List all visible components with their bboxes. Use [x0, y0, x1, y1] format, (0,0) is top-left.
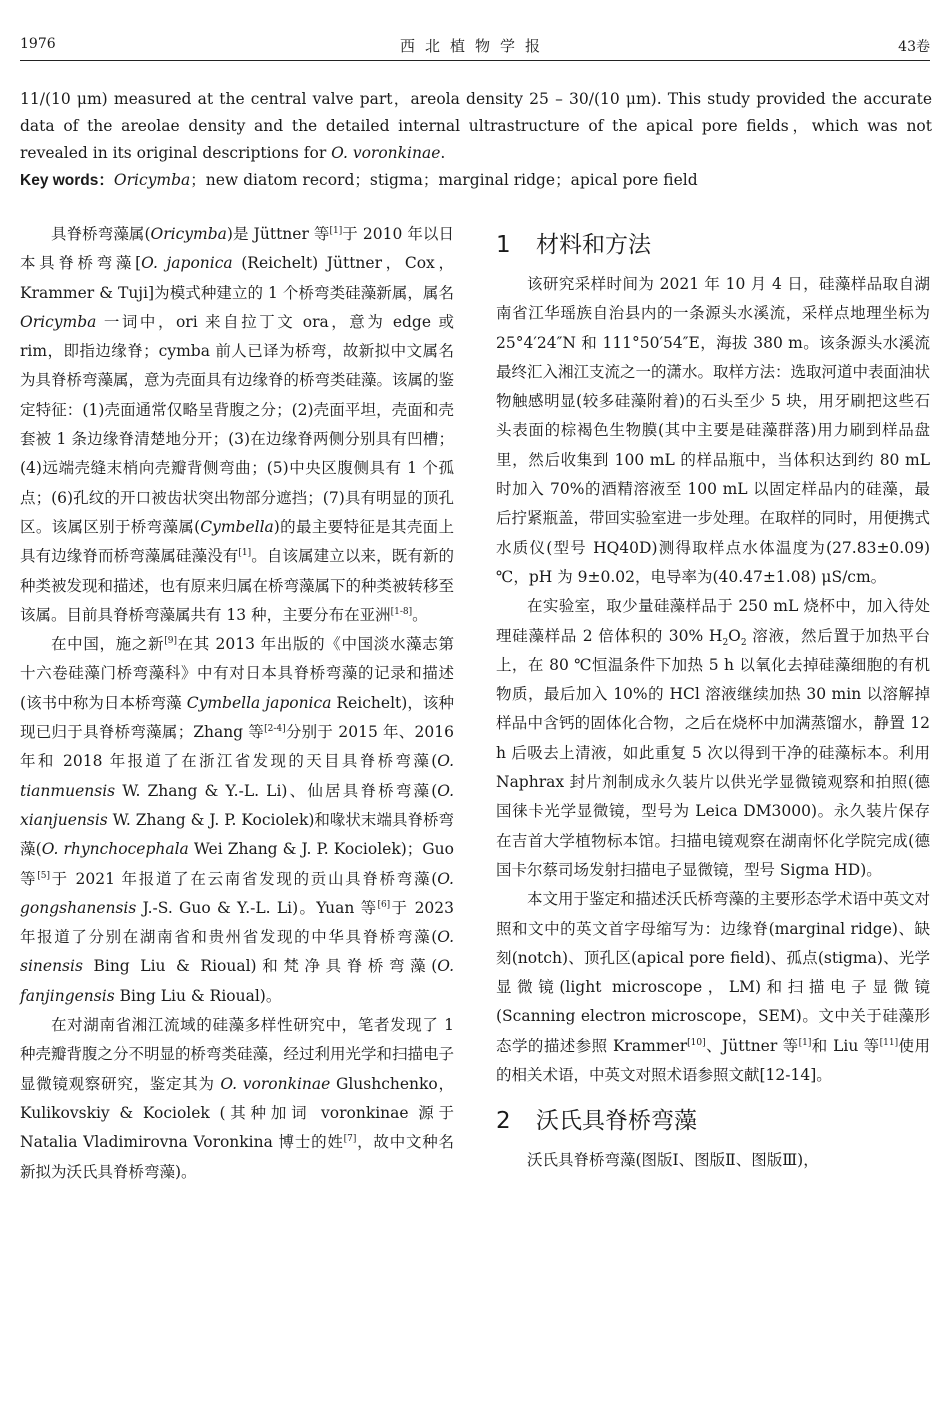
citation: [5] — [37, 870, 50, 881]
keywords: Key words：Oricymba；new diatom record；stigma；marginal ridge；apical pore field — [20, 171, 698, 189]
journal-title: 西北植物学报 — [399, 37, 550, 55]
keywords-list: ；new diatom record；stigma；marginal ridge；apical pore field — [190, 171, 698, 189]
citation: [11] — [879, 1037, 899, 1048]
section-heading-methods: 1 材料和方法 — [496, 232, 651, 258]
intro-paragraph-3: 在对湖南省湘江流域的硅藻多样性研究中，笔者发现了 1 种壳瓣背腹之分不明显的桥弯类硅藻，经过利用光学和扫描电子显微镜观察研究，鉴定其为 O. voronkinae Glushchenko，Kulikovskiy & Kociolek (其种加词 voronkinae 源于 Natalia Vladimirovna Voronkina 博士的姓[7]，故中文种名新拟为沃氏具脊桥弯藻)。 — [20, 1016, 455, 1181]
methods-paragraph-3: 本文用于鉴定和描述沃氏桥弯藻的主要形态学术语中英文对照和文中的英文首字母缩写为：边缘脊(marginal ridge)、缺刻(notch)、顶孔区(apical pore field)、孤点(stigma)、光学显微镜(light microscope，LM)和扫描电子显微镜(Scanning electron microscope，SEM)。文中关于硅藻形态学的描述参照 Krammer[10]、Jüttner 等[1]和 Liu 等[11]使用的相关术语，中英文对照术语参照文献[12-14]。 — [496, 890, 931, 1085]
abstract-block — [20, 86, 932, 194]
page-number: 1976 — [20, 36, 56, 52]
section-heading-species: 2 沃氏具脊桥弯藻 — [496, 1108, 697, 1135]
methods-paragraph-2: 在实验室，取少量硅藻样品于 250 mL 烧杯中，加入待处理硅藻样品 2 倍体积的 30% $H_2O_2$ 溶液，然后置于加热平台上，在 80 ℃恒温条件下加热 5 h 以氧化去掉硅藻细胞的有机物质，最后加入 10%的 HCl 溶液继续加热 30 min 以溶解掉样品中含钙的固体化合物，之后在烧杯中加满蒸馏水，静置 12 h 后吸去上清液，如此重复 5 次以得到干净的硅藻标本。利用 Naphrax 封片剂制成永久装片以供光学显微镜观察和拍照(德国徕卡光学显微镜，型号为 Leica DM3000)。永久装片保存在吉首大学植物标本馆。扫描电镜观察在湖南怀化学院完成(德国卡尔蔡司场发射扫描电子显微镜，型号 Sigma HD)。 — [496, 597, 930, 879]
citation: [1] — [329, 225, 343, 236]
citation: [1] — [798, 1037, 812, 1048]
running-header — [20, 30, 930, 61]
right-column — [496, 226, 930, 1176]
citation: [6] — [377, 899, 391, 910]
citation: [1-8] — [390, 606, 413, 617]
left-column — [20, 220, 454, 1187]
citation: [1] — [238, 548, 252, 559]
species-name: O. voronkinae — [331, 144, 441, 162]
citation: [2-4] — [264, 723, 286, 734]
intro-paragraph-1: 具脊桥弯藻属(Oricymba)是 Jüttner 等[1]于 2010 年以日本具脊桥弯藻[O. japonica (Reichelt) Jüttner，Cox，Krammer & Tuji]为模式种建立的 1 个桥弯类硅藻新属，属名 Oricymba 一词中，ori 来自拉丁文 ora，意为 edge 或 rim，即指边缘脊；cymba 前人已译为桥弯，故新拟中文属名为具脊桥弯藻属，意为壳面具有边缘脊的桥弯类硅藻。该属的鉴定特征：(1)壳面通常仅略呈背腹之分；(2)壳面平坦，壳面和壳套被 1 条边缘脊清楚地分开；(3)在边缘脊两侧分别具有凹槽；(4)远端壳缝末梢向壳瓣背侧弯曲；(5)中央区腹侧具有 1 个孤点；(6)孔纹的开口被齿状突出物部分遮挡；(7)具有明显的顶孔区。该属区别于桥弯藻属(Cymbella)的最主要特征是其壳面上具有边缘脊而桥弯藻属硅藻没有[1]。自该属建立以来，既有新的种类被发现和描述，也有原来归属在桥弯藻属下的种类被转移至该属。目前具脊桥弯藻属共有 13 种，主要分布在亚洲[1-8]。 — [20, 225, 455, 624]
abstract-text: 11/(10 μm) measured at the central valve part，areola density 25 – 30/(10 μm). This study provided the accurate data of the areolae density and the detailed internal ultrastructure of the apical pore fields，which was not revealed in its original descriptions for O. voronkinae. — [20, 90, 932, 162]
species-paragraph: 沃氏具脊桥弯藻(图版Ⅰ、图版Ⅱ、图版Ⅲ)， — [527, 1151, 819, 1170]
citation: [9] — [164, 636, 177, 646]
keywords-label: Key words — [20, 172, 99, 189]
keyword-genus: Oricymba — [113, 171, 191, 189]
volume-number: 43卷 — [898, 39, 930, 55]
citation: [7] — [343, 1134, 357, 1145]
methods-paragraph-1: 该研究采样时间为 2021 年 10 月 4 日，硅藻样品取自湖南省江华瑶族自治县内的一条源头水溪流，采样点地理坐标为 25°4′24″N 和 111°50′54″E，海拔 380 m。该条源头水溪流最终汇入湘江支流之一的潇水。取样方法：选取河道中表面油状物触感明显(较多硅藻附着)的石头至少 5 块，用牙刷把这些石头表面的棕褐色生物膜(其中主要是硅藻群落)用力刷到样品盘里，然后收集到 100 mL 的样品瓶中，当体积达到约 80 mL 时加入 70%的酒精溶液至 100 mL 以固定样品内的硅藻，最后拧紧瓶盖，带回实验室进一步处理。在取样的同时，用便携式水质仪(型号 HQ40D)测得取样点水体温度为(27.83±0.09) ℃，pH 为 9±0.02，电导率为(40.47±1.08) μS/cm。 — [496, 275, 931, 586]
citation: [10] — [687, 1037, 706, 1048]
intro-paragraph-2: 在中国，施之新[9]在其 2013 年出版的《中国淡水藻志第十六卷硅藻门桥弯藻科》中有对日本具脊桥弯藻的记录和描述(该书中称为日本桥弯藻 Cymbella japonica Reichelt)，该种现已归于具脊桥弯藻属；Zhang 等[2-4]分别于 2015 年、2016 年和 2018 年报道了在浙江省发现的天目具脊桥弯藻(O. tianmuensis W. Zhang & Y.-L. Li)、仙居具脊桥弯藻(O. xianjuensis W. Zhang & J. P. Kociolek)和喙状末端具脊桥弯藻(O. rhynchocephala Wei Zhang & J. P. Kociolek)；Guo 等[5]于 2021 年报道了在云南省发现的贡山具脊桥弯藻(O. gongshanensis J.-S. Guo & Y.-L. Li)。Yuan 等[6]于 2023 年报道了分别在湖南省和贵州省发现的中华具脊桥弯藻(O. sinensis Bing Liu & Rioual)和梵净具脊桥弯藻(O. fanjingensis Bing Liu & Rioual)。 — [20, 635, 455, 1005]
